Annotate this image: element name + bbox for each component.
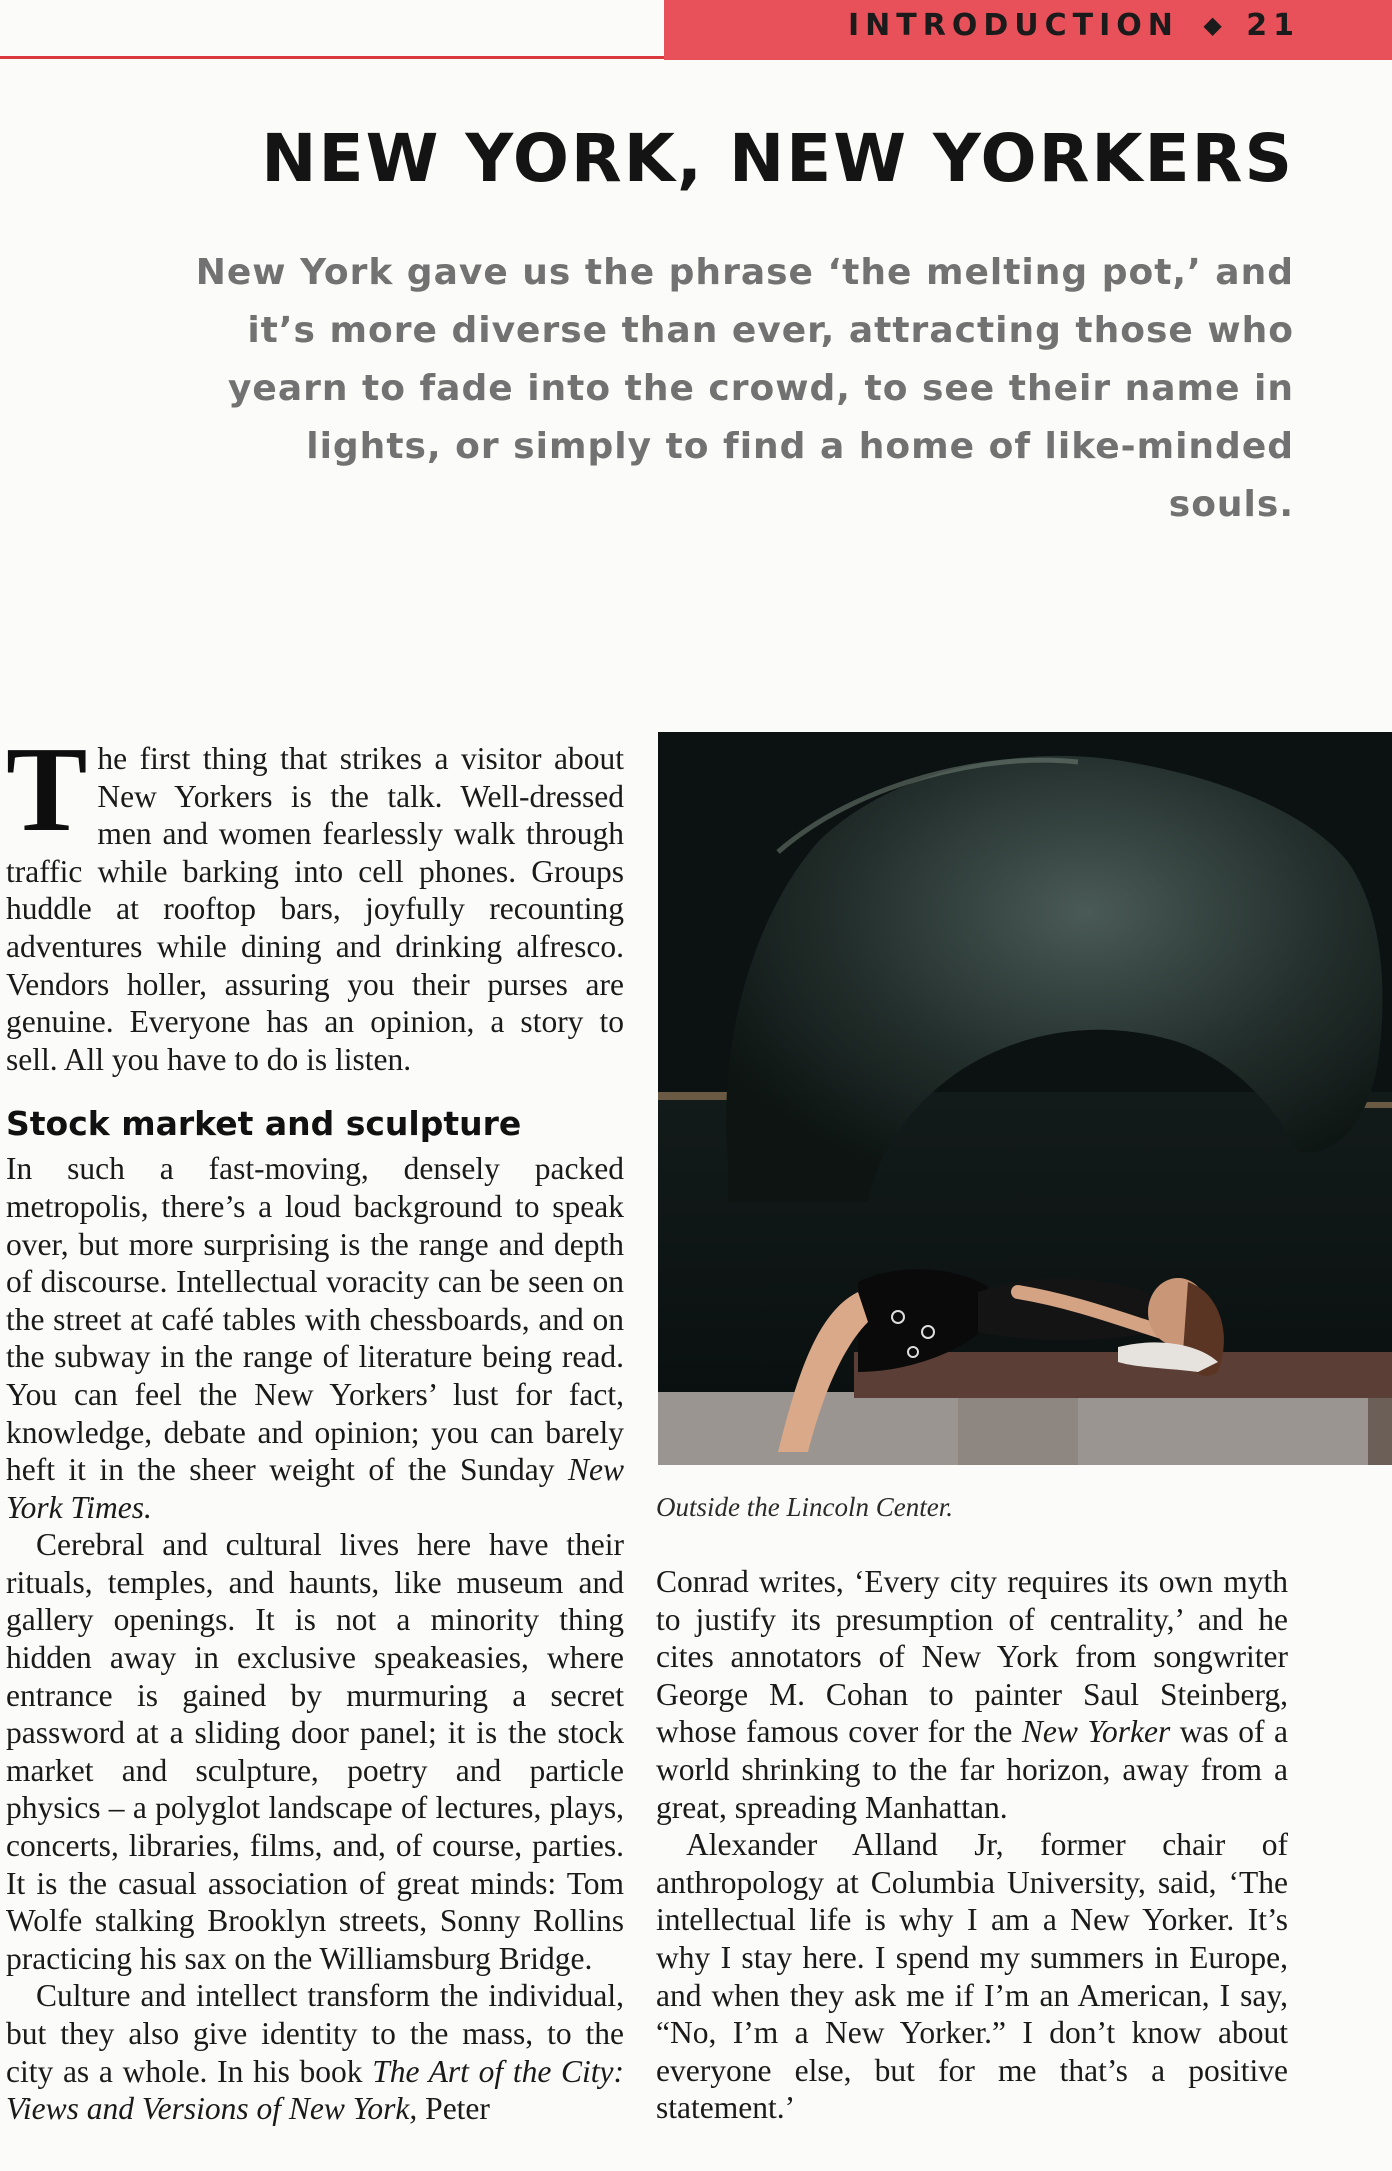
section-subhead: Stock market and sculpture [6, 1104, 522, 1144]
intro-text: he first thing that strikes a visitor about New Yorkers is the talk. Well-dressed men and women fearlessly walk through traffic while barking into cell phones. Groups huddle at rooftop bars, joyfully recounting adventures while dining and drinking alfresco. Vendors holler, assuring you their purses are genuine. Everyone has an opinion, a story to sell. All you have to do is listen. [6, 741, 624, 1077]
book-title: The Art of the City: Views and Versions of New York, [6, 2053, 624, 2127]
section-name: INTRODUCTION [848, 8, 1179, 43]
photo-caption: Outside the Lincoln Center. [656, 1492, 953, 1522]
body-paragraph: Alexander Alland Jr, former chair of anthropology at Columbia University, said, ‘The intellectual life is why I am a New Yorker. It’s why I stay here. I spend my summers in Europe, and when they ask me if I’m an American, I say, “No, I’m a New Yorker.” I don’t know about everyone else, but for me that’s a positive statement.’ [656, 1827, 1288, 2126]
intro-paragraph [6, 722, 624, 1078]
body-paragraph: Cerebral and cultural lives here have their rituals, temples, and haunts, like museum and gallery openings. It is not a minority thing hidden away in exclusive speakeasies, where entrance is gained by murmuring a secret password at a sliding door panel; it is the stock market and sculpture, poetry and particle physics – a polyglot landscape of lectures, plays, concerts, libraries, films, and, of course, parties. It is the casual association of great minds: Tom Wolfe stalking Brooklyn streets, Sonny Rollins practicing his sax on the Williamsburg Bridge. [6, 1527, 624, 1976]
body-text: Peter [417, 2091, 490, 2127]
running-header-text [848, 8, 1300, 43]
body-paragraph [6, 1150, 624, 1526]
drop-cap: T [6, 722, 88, 857]
page-title: NEW YORK, NEW YORKERS [261, 120, 1294, 197]
page-number: 21 [1246, 8, 1300, 43]
publication-title: New York Times. [6, 1452, 624, 1525]
body-paragraph [6, 1977, 624, 2127]
header-rule [0, 56, 664, 59]
body-text: In such a fast-moving, densely packed metropolis, there’s a loud background to speak over, but more surprising is the range and depth of discourse. Intellectual voracity can be seen on the street at café tables with chessboards, and on the subway in the range of literature being read. You can feel the New Yorkers’ lust for fact, knowledge, debate and opinion; you can barely heft it in the sheer weight of the Sunday [6, 1151, 624, 1488]
left-column [6, 722, 624, 2128]
standfirst: New York gave us the phrase ‘the melting pot,’ and it’s more diverse than ever, attracting those who yearn to fade into the crowd, to see their name in lights, or simply to find a home of like-minded souls. [195, 252, 1294, 525]
right-column [656, 1563, 1288, 2127]
body-paragraph [656, 1563, 1288, 1826]
running-header [664, 0, 1392, 60]
diamond-separator-icon: ◆ [1203, 11, 1222, 39]
body-text: Conrad writes, ‘Every city requires its own myth to justify its presumption of centrality,’ and he cites annotators of New York from songwriter George M. Cohan to painter Saul Steinberg, whose famous cover for the [656, 1564, 1288, 1750]
photo-illustration [658, 732, 1392, 1465]
body-text: Culture and intellect transform the individual, but they also give identity to the mass, to the city as a whole. In his book [6, 1978, 624, 2089]
body-text: was of a world shrinking to the far horizon, away from a great, spreading Manhattan. [656, 1714, 1289, 1825]
photo-lincoln-center [658, 732, 1392, 1465]
magazine-title: New Yorker [1021, 1714, 1171, 1750]
